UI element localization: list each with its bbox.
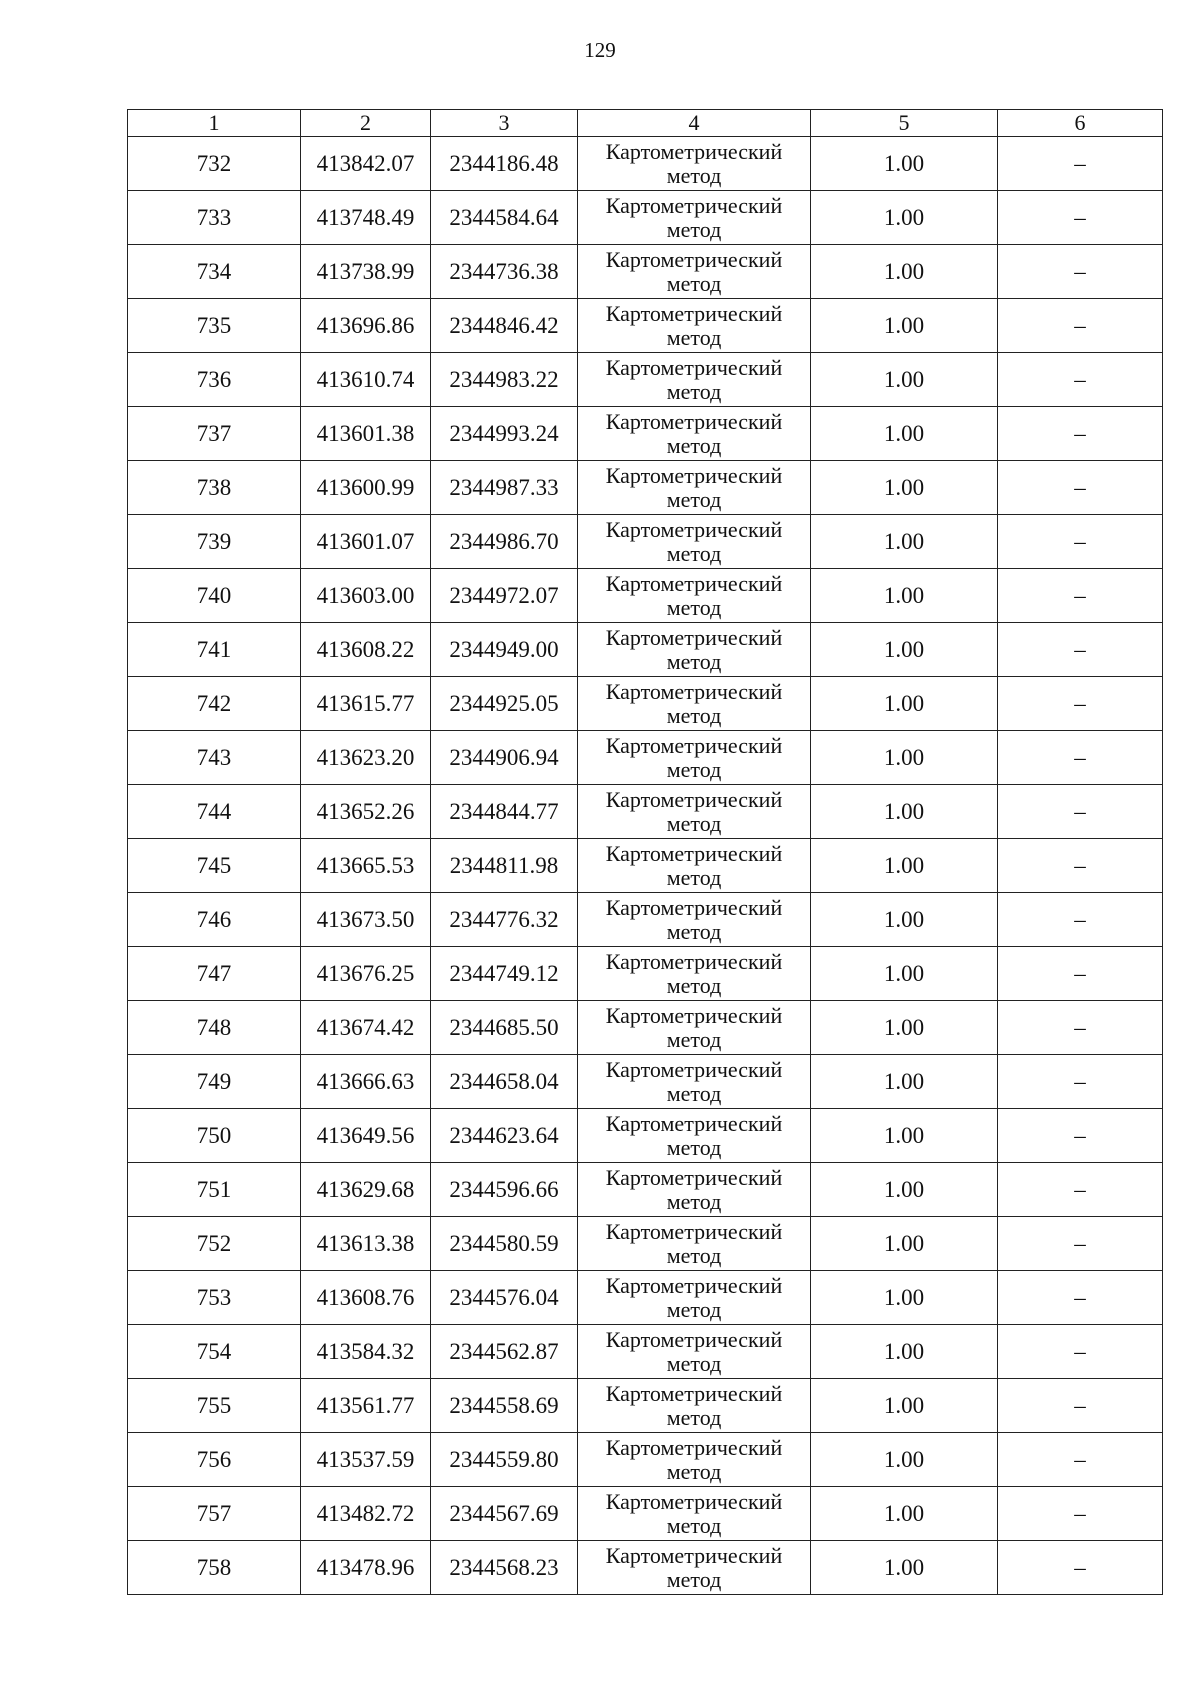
table-row <box>128 1379 1163 1433</box>
note-cell: – <box>998 785 1163 839</box>
method-cell <box>578 947 811 1001</box>
note-cell: – <box>998 1001 1163 1055</box>
method-line-1: Картометрический <box>605 1542 783 1568</box>
table-header <box>128 110 1163 137</box>
accuracy-cell: 1.00 <box>811 1325 998 1379</box>
accuracy-cell: 1.00 <box>811 1163 998 1217</box>
method-cell <box>578 461 811 515</box>
x-coordinate-cell: 413623.20 <box>301 731 431 785</box>
method-line-1: Картометрический <box>605 1434 783 1460</box>
note-cell: – <box>998 245 1163 299</box>
table-row <box>128 1325 1163 1379</box>
accuracy-cell: 1.00 <box>811 947 998 1001</box>
method-line-1: Картометрический <box>605 246 783 272</box>
accuracy-cell: 1.00 <box>811 1541 998 1595</box>
y-coordinate-cell: 2344846.42 <box>431 299 578 353</box>
table-row <box>128 1271 1163 1325</box>
method-cell <box>578 1001 811 1055</box>
note-cell: – <box>998 893 1163 947</box>
note-cell: – <box>998 299 1163 353</box>
method-line-2: метод <box>666 756 722 782</box>
table-row <box>128 1541 1163 1595</box>
point-number-cell: 758 <box>128 1541 301 1595</box>
method-cell <box>578 1055 811 1109</box>
method-line-2: метод <box>666 486 722 512</box>
method-line-1: Картометрический <box>605 948 783 974</box>
accuracy-cell: 1.00 <box>811 1433 998 1487</box>
method-cell <box>578 569 811 623</box>
note-cell: – <box>998 1325 1163 1379</box>
note-cell: – <box>998 1379 1163 1433</box>
note-cell: – <box>998 407 1163 461</box>
accuracy-cell: 1.00 <box>811 1001 998 1055</box>
x-coordinate-cell: 413652.26 <box>301 785 431 839</box>
table-row <box>128 623 1163 677</box>
point-number-cell: 751 <box>128 1163 301 1217</box>
method-cell <box>578 1379 811 1433</box>
note-cell: – <box>998 1433 1163 1487</box>
y-coordinate-cell: 2344844.77 <box>431 785 578 839</box>
table-row <box>128 677 1163 731</box>
method-cell <box>578 623 811 677</box>
method-line-1: Картометрический <box>605 462 783 488</box>
method-line-2: метод <box>666 1566 722 1592</box>
table-row <box>128 245 1163 299</box>
table-row <box>128 1163 1163 1217</box>
method-line-2: метод <box>666 1134 722 1160</box>
point-number-cell: 733 <box>128 191 301 245</box>
accuracy-cell: 1.00 <box>811 407 998 461</box>
method-line-2: метод <box>666 1512 722 1538</box>
method-line-1: Картометрический <box>605 192 783 218</box>
point-number-cell: 732 <box>128 137 301 191</box>
y-coordinate-cell: 2344906.94 <box>431 731 578 785</box>
method-cell <box>578 137 811 191</box>
x-coordinate-cell: 413600.99 <box>301 461 431 515</box>
method-line-2: метод <box>666 162 722 188</box>
table-row <box>128 1433 1163 1487</box>
table-body <box>128 137 1163 1595</box>
y-coordinate-cell: 2344993.24 <box>431 407 578 461</box>
table-row <box>128 461 1163 515</box>
point-number-cell: 734 <box>128 245 301 299</box>
note-cell: – <box>998 1055 1163 1109</box>
method-cell <box>578 1541 811 1595</box>
x-coordinate-cell: 413738.99 <box>301 245 431 299</box>
y-coordinate-cell: 2344776.32 <box>431 893 578 947</box>
method-cell <box>578 1217 811 1271</box>
accuracy-cell: 1.00 <box>811 1055 998 1109</box>
table-row <box>128 569 1163 623</box>
method-cell <box>578 1271 811 1325</box>
point-number-cell: 740 <box>128 569 301 623</box>
method-line-1: Картометрический <box>605 1326 783 1352</box>
point-number-cell: 748 <box>128 1001 301 1055</box>
x-coordinate-cell: 413610.74 <box>301 353 431 407</box>
x-coordinate-cell: 413666.63 <box>301 1055 431 1109</box>
y-coordinate-cell: 2344559.80 <box>431 1433 578 1487</box>
method-line-2: метод <box>666 1242 722 1268</box>
column-header-1: 1 <box>128 110 301 137</box>
table-row <box>128 353 1163 407</box>
method-line-2: метод <box>666 972 722 998</box>
x-coordinate-cell: 413482.72 <box>301 1487 431 1541</box>
method-cell <box>578 515 811 569</box>
y-coordinate-cell: 2344987.33 <box>431 461 578 515</box>
note-cell: – <box>998 515 1163 569</box>
point-number-cell: 744 <box>128 785 301 839</box>
point-number-cell: 741 <box>128 623 301 677</box>
accuracy-cell: 1.00 <box>811 515 998 569</box>
accuracy-cell: 1.00 <box>811 731 998 785</box>
method-cell <box>578 353 811 407</box>
point-number-cell: 754 <box>128 1325 301 1379</box>
y-coordinate-cell: 2344736.38 <box>431 245 578 299</box>
accuracy-cell: 1.00 <box>811 1487 998 1541</box>
method-line-1: Картометрический <box>605 1164 783 1190</box>
method-cell <box>578 731 811 785</box>
accuracy-cell: 1.00 <box>811 1217 998 1271</box>
point-number-cell: 750 <box>128 1109 301 1163</box>
table-row <box>128 839 1163 893</box>
x-coordinate-cell: 413603.00 <box>301 569 431 623</box>
method-cell <box>578 245 811 299</box>
method-line-2: метод <box>666 1296 722 1322</box>
column-header-6: 6 <box>998 110 1163 137</box>
note-cell: – <box>998 1163 1163 1217</box>
point-number-cell: 752 <box>128 1217 301 1271</box>
y-coordinate-cell: 2344562.87 <box>431 1325 578 1379</box>
x-coordinate-cell: 413629.68 <box>301 1163 431 1217</box>
method-line-1: Картометрический <box>605 1488 783 1514</box>
method-line-1: Картометрический <box>605 516 783 542</box>
coordinates-table <box>127 109 1163 1595</box>
point-number-cell: 755 <box>128 1379 301 1433</box>
method-cell <box>578 407 811 461</box>
x-coordinate-cell: 413842.07 <box>301 137 431 191</box>
method-cell <box>578 1487 811 1541</box>
method-line-2: метод <box>666 1026 722 1052</box>
x-coordinate-cell: 413608.22 <box>301 623 431 677</box>
accuracy-cell: 1.00 <box>811 461 998 515</box>
note-cell: – <box>998 839 1163 893</box>
method-line-1: Картометрический <box>605 624 783 650</box>
point-number-cell: 739 <box>128 515 301 569</box>
method-line-2: метод <box>666 1188 722 1214</box>
table-row <box>128 1109 1163 1163</box>
point-number-cell: 736 <box>128 353 301 407</box>
method-cell <box>578 299 811 353</box>
y-coordinate-cell: 2344972.07 <box>431 569 578 623</box>
point-number-cell: 737 <box>128 407 301 461</box>
method-cell <box>578 839 811 893</box>
note-cell: – <box>998 947 1163 1001</box>
column-header-4: 4 <box>578 110 811 137</box>
method-line-2: метод <box>666 918 722 944</box>
y-coordinate-cell: 2344983.22 <box>431 353 578 407</box>
y-coordinate-cell: 2344658.04 <box>431 1055 578 1109</box>
method-line-1: Картометрический <box>605 840 783 866</box>
y-coordinate-cell: 2344558.69 <box>431 1379 578 1433</box>
method-line-2: метод <box>666 1350 722 1376</box>
point-number-cell: 757 <box>128 1487 301 1541</box>
note-cell: – <box>998 731 1163 785</box>
accuracy-cell: 1.00 <box>811 1271 998 1325</box>
y-coordinate-cell: 2344925.05 <box>431 677 578 731</box>
y-coordinate-cell: 2344749.12 <box>431 947 578 1001</box>
method-line-2: метод <box>666 324 722 350</box>
method-cell <box>578 893 811 947</box>
method-cell <box>578 191 811 245</box>
note-cell: – <box>998 137 1163 191</box>
method-line-1: Картометрический <box>605 894 783 920</box>
method-line-2: метод <box>666 864 722 890</box>
table-row <box>128 1217 1163 1271</box>
note-cell: – <box>998 1109 1163 1163</box>
note-cell: – <box>998 1541 1163 1595</box>
x-coordinate-cell: 413748.49 <box>301 191 431 245</box>
accuracy-cell: 1.00 <box>811 137 998 191</box>
note-cell: – <box>998 353 1163 407</box>
y-coordinate-cell: 2344584.64 <box>431 191 578 245</box>
y-coordinate-cell: 2344949.00 <box>431 623 578 677</box>
method-line-1: Картометрический <box>605 570 783 596</box>
table-row <box>128 1055 1163 1109</box>
method-line-2: метод <box>666 216 722 242</box>
y-coordinate-cell: 2344685.50 <box>431 1001 578 1055</box>
method-line-1: Картометрический <box>605 1056 783 1082</box>
accuracy-cell: 1.00 <box>811 1109 998 1163</box>
method-line-1: Картометрический <box>605 678 783 704</box>
accuracy-cell: 1.00 <box>811 191 998 245</box>
accuracy-cell: 1.00 <box>811 893 998 947</box>
accuracy-cell: 1.00 <box>811 1379 998 1433</box>
table-row <box>128 785 1163 839</box>
method-line-1: Картометрический <box>605 138 783 164</box>
point-number-cell: 753 <box>128 1271 301 1325</box>
method-line-1: Картометрический <box>605 1002 783 1028</box>
y-coordinate-cell: 2344811.98 <box>431 839 578 893</box>
x-coordinate-cell: 413478.96 <box>301 1541 431 1595</box>
note-cell: – <box>998 1271 1163 1325</box>
method-line-1: Картометрический <box>605 300 783 326</box>
y-coordinate-cell: 2344568.23 <box>431 1541 578 1595</box>
method-cell <box>578 1433 811 1487</box>
column-header-2: 2 <box>301 110 431 137</box>
note-cell: – <box>998 623 1163 677</box>
method-line-1: Картометрический <box>605 732 783 758</box>
x-coordinate-cell: 413665.53 <box>301 839 431 893</box>
method-cell <box>578 785 811 839</box>
accuracy-cell: 1.00 <box>811 677 998 731</box>
table-row <box>128 137 1163 191</box>
x-coordinate-cell: 413676.25 <box>301 947 431 1001</box>
note-cell: – <box>998 191 1163 245</box>
note-cell: – <box>998 1217 1163 1271</box>
y-coordinate-cell: 2344596.66 <box>431 1163 578 1217</box>
method-line-2: метод <box>666 648 722 674</box>
table-row <box>128 1001 1163 1055</box>
accuracy-cell: 1.00 <box>811 785 998 839</box>
note-cell: – <box>998 677 1163 731</box>
x-coordinate-cell: 413601.38 <box>301 407 431 461</box>
x-coordinate-cell: 413537.59 <box>301 1433 431 1487</box>
method-line-2: метод <box>666 1404 722 1430</box>
point-number-cell: 743 <box>128 731 301 785</box>
x-coordinate-cell: 413615.77 <box>301 677 431 731</box>
y-coordinate-cell: 2344576.04 <box>431 1271 578 1325</box>
method-line-2: метод <box>666 702 722 728</box>
method-line-1: Картометрический <box>605 1380 783 1406</box>
point-number-cell: 747 <box>128 947 301 1001</box>
note-cell: – <box>998 461 1163 515</box>
point-number-cell: 749 <box>128 1055 301 1109</box>
y-coordinate-cell: 2344986.70 <box>431 515 578 569</box>
column-header-3: 3 <box>431 110 578 137</box>
x-coordinate-cell: 413673.50 <box>301 893 431 947</box>
accuracy-cell: 1.00 <box>811 569 998 623</box>
y-coordinate-cell: 2344567.69 <box>431 1487 578 1541</box>
point-number-cell: 756 <box>128 1433 301 1487</box>
accuracy-cell: 1.00 <box>811 353 998 407</box>
note-cell: – <box>998 569 1163 623</box>
point-number-cell: 735 <box>128 299 301 353</box>
method-line-1: Картометрический <box>605 408 783 434</box>
x-coordinate-cell: 413613.38 <box>301 1217 431 1271</box>
x-coordinate-cell: 413584.32 <box>301 1325 431 1379</box>
method-line-2: метод <box>666 378 722 404</box>
table-row <box>128 947 1163 1001</box>
point-number-cell: 746 <box>128 893 301 947</box>
method-line-2: метод <box>666 810 722 836</box>
method-line-1: Картометрический <box>605 354 783 380</box>
y-coordinate-cell: 2344580.59 <box>431 1217 578 1271</box>
method-cell <box>578 677 811 731</box>
point-number-cell: 745 <box>128 839 301 893</box>
x-coordinate-cell: 413674.42 <box>301 1001 431 1055</box>
x-coordinate-cell: 413696.86 <box>301 299 431 353</box>
method-cell <box>578 1325 811 1379</box>
column-header-5: 5 <box>811 110 998 137</box>
method-line-1: Картометрический <box>605 1110 783 1136</box>
method-line-2: метод <box>666 540 722 566</box>
table-row <box>128 731 1163 785</box>
method-line-1: Картометрический <box>605 786 783 812</box>
x-coordinate-cell: 413561.77 <box>301 1379 431 1433</box>
method-line-2: метод <box>666 1080 722 1106</box>
table-row <box>128 893 1163 947</box>
method-line-1: Картометрический <box>605 1218 783 1244</box>
x-coordinate-cell: 413649.56 <box>301 1109 431 1163</box>
table-row <box>128 191 1163 245</box>
method-cell <box>578 1163 811 1217</box>
point-number-cell: 738 <box>128 461 301 515</box>
accuracy-cell: 1.00 <box>811 299 998 353</box>
table-row <box>128 407 1163 461</box>
x-coordinate-cell: 413601.07 <box>301 515 431 569</box>
table-row <box>128 299 1163 353</box>
table-row <box>128 515 1163 569</box>
method-line-2: метод <box>666 432 722 458</box>
method-line-2: метод <box>666 270 722 296</box>
method-line-1: Картометрический <box>605 1272 783 1298</box>
table-header-row <box>128 110 1163 137</box>
x-coordinate-cell: 413608.76 <box>301 1271 431 1325</box>
note-cell: – <box>998 1487 1163 1541</box>
point-number-cell: 742 <box>128 677 301 731</box>
y-coordinate-cell: 2344623.64 <box>431 1109 578 1163</box>
page-number: 129 <box>584 38 616 62</box>
accuracy-cell: 1.00 <box>811 839 998 893</box>
table-row <box>128 1487 1163 1541</box>
accuracy-cell: 1.00 <box>811 245 998 299</box>
method-line-2: метод <box>666 1458 722 1484</box>
accuracy-cell: 1.00 <box>811 623 998 677</box>
method-cell <box>578 1109 811 1163</box>
method-line-2: метод <box>666 594 722 620</box>
y-coordinate-cell: 2344186.48 <box>431 137 578 191</box>
